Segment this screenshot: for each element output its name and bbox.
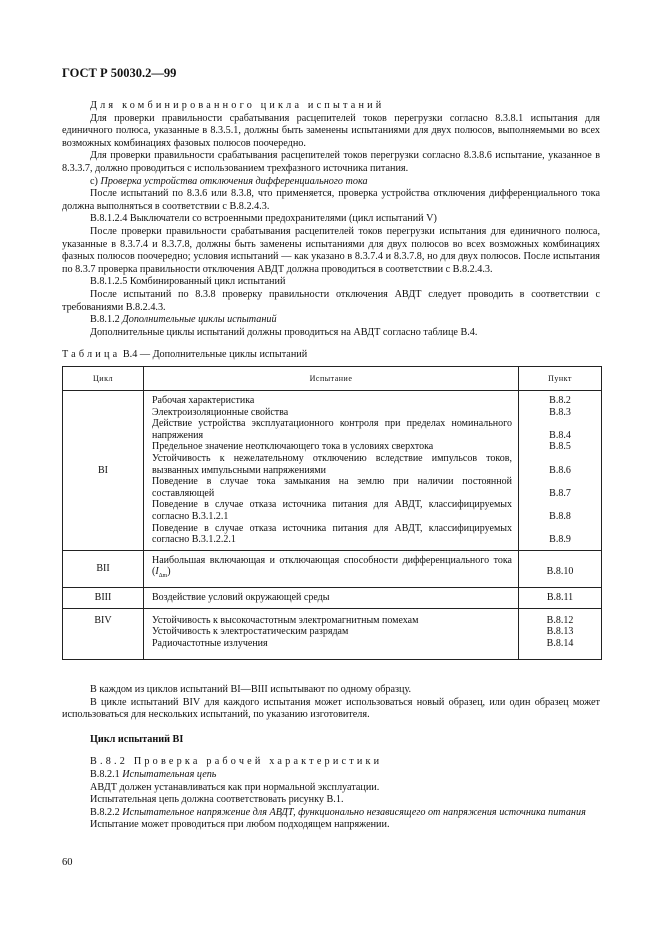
page-number: 60 <box>62 857 73 868</box>
paragraph: Испытание может проводиться при любом подходящем напряжении. <box>90 819 390 831</box>
section-heading: В.8.1.2 Дополнительные циклы испытаний <box>90 314 277 326</box>
body-text-bottom <box>62 684 600 832</box>
table-row <box>63 550 602 587</box>
paragraph: После испытаний по 8.3.6 или 8.3.8, что применяется, проверка устройства отключения дифференциального тока должна выполняться в соответствии с В.8.2.4.3. <box>62 188 600 212</box>
body-text-top <box>62 100 600 339</box>
clause-cell: В.8.11 <box>519 587 602 608</box>
paragraph: Дополнительные циклы испытаний должны проводиться на АВДТ согласно таблице В.4. <box>90 326 478 338</box>
paragraph: В цикле испытаний BIV для каждого испытания может использоваться новый образец, или один образец может использоваться для нескольких испытаний, по указанию изготовителя. <box>62 696 600 721</box>
paragraph: Для проверки правильности срабатывания расцепителей токов перегрузки согласно 8.3.8.6 испытание, указанное в 8.3.3.7, должно проводиться с использованием трехфазного источника питания. <box>62 150 600 174</box>
subsection-heading: В.8.2.1 Испытательная цепь <box>90 768 217 780</box>
subsection-heading: В.8.2.2 Испытательное напряжение для АВДТ, функционально независящего от напряжения источника питания <box>90 806 586 818</box>
paragraph: Испытательная цепь должна соответствовать рисунку В.1. <box>90 794 344 806</box>
section-heading: В.8.1.2.4 Выключатели со встроенными предохранителями (цикл испытаний V) <box>90 213 437 225</box>
clause-cell: В.8.2 В.8.3 В.8.4 В.8.5 В.8.6 В.8.7 В.8.8 В.8.9 <box>519 391 602 551</box>
test-cell: Наибольшая включающая и отключающая способности дифференциального тока $(I_{\Delta m})$ <box>144 550 519 587</box>
test-cell: Устойчивость к высокочастотным электромагнитным помехам Устойчивость к электростатическим разрядам Радиочастотные излучения <box>144 608 519 660</box>
column-header: Пункт <box>519 367 602 391</box>
clause-cell: В.8.10 <box>519 550 602 587</box>
tests-table <box>62 366 602 660</box>
cycle-heading: Цикл испытаний BI <box>90 733 184 745</box>
paragraph: В каждом из циклов испытаний BI—BIII испытывают по одному образцу. <box>90 684 412 695</box>
section-heading: В.8.2 Проверка рабочей характеристики <box>90 756 383 768</box>
section-heading: В.8.1.2.5 Комбинированный цикл испытаний <box>90 276 286 288</box>
paragraph: После испытаний по 8.3.8 проверку правильности отключения АВДТ следует проводить в соответствии с требованиями В.8.2.4.3. <box>62 288 600 313</box>
test-cell: Рабочая характеристика Электроизоляционные свойства Действие устройства эксплуатационного контроля при пределах номинального напряжения Предельное значение неотключающего тока в условиях сверхтока Устойчивость к нежелательному отключению вследствие импульсов токов, вызванных импульсными напряжениями Поведение в случае тока замыкания на землю при наличии постоянной составляющей Поведение в случае отказа источника питания для АВДТ, классифицируемых согласно В.3.1.2.1 Поведение в случае отказа источника питания для АВДТ, классифицируемых согласно В.3.1.2.2.1 <box>144 391 519 551</box>
cycle-cell: BIII <box>63 587 144 608</box>
paragraph-heading: Для комбинированного цикла испытаний <box>90 100 385 111</box>
table-row <box>63 391 602 551</box>
paragraph: После проверки правильности срабатывания расцепителей токов перегрузки испытания для единичного полюса, указанные в 8.3.7.4 и 8.3.7.8, должны быть заменены испытаниями для двух полюсов во всех возможных комбинациях фазных полюсов поочередно; условия испытаний — как указано в 8.3.7.4 и 8.3.7.8, но для двух полюсов. После испытания по 8.3.7 проверка правильности отключения АВДТ должна проводиться в соответствии с В.8.2.4.3. <box>62 225 600 275</box>
cycle-cell: BIV <box>63 608 144 660</box>
column-header: Цикл <box>63 367 144 391</box>
paragraph: АВДТ должен устанавливаться как при нормальной эксплуатации. <box>90 781 380 793</box>
table-header-row <box>63 367 602 391</box>
clause-cell: В.8.12 В.8.13 В.8.14 <box>519 608 602 660</box>
column-header: Испытание <box>144 367 519 391</box>
table-caption: Таблица В.4 — Дополнительные циклы испытаний <box>62 349 308 360</box>
document-header: ГОСТ Р 50030.2—99 <box>62 66 177 80</box>
table-row <box>63 608 602 660</box>
test-cell: Воздействие условий окружающей среды <box>144 587 519 608</box>
cycle-cell: BI <box>63 391 144 551</box>
cycle-cell: BII <box>63 550 144 587</box>
paragraph: с) Проверка устройства отключения дифференциального тока <box>90 175 368 187</box>
table-row <box>63 587 602 608</box>
paragraph: Для проверки правильности срабатывания расцепителей токов перегрузки согласно 8.3.8.1 испытания для единичного полюса, указанные в 8.3.5.1, должны быть заменены испытаниями для двух полюсов, выполняемыми во всех возможных комбинациях фазовых полюсов поочередно. <box>62 112 600 149</box>
